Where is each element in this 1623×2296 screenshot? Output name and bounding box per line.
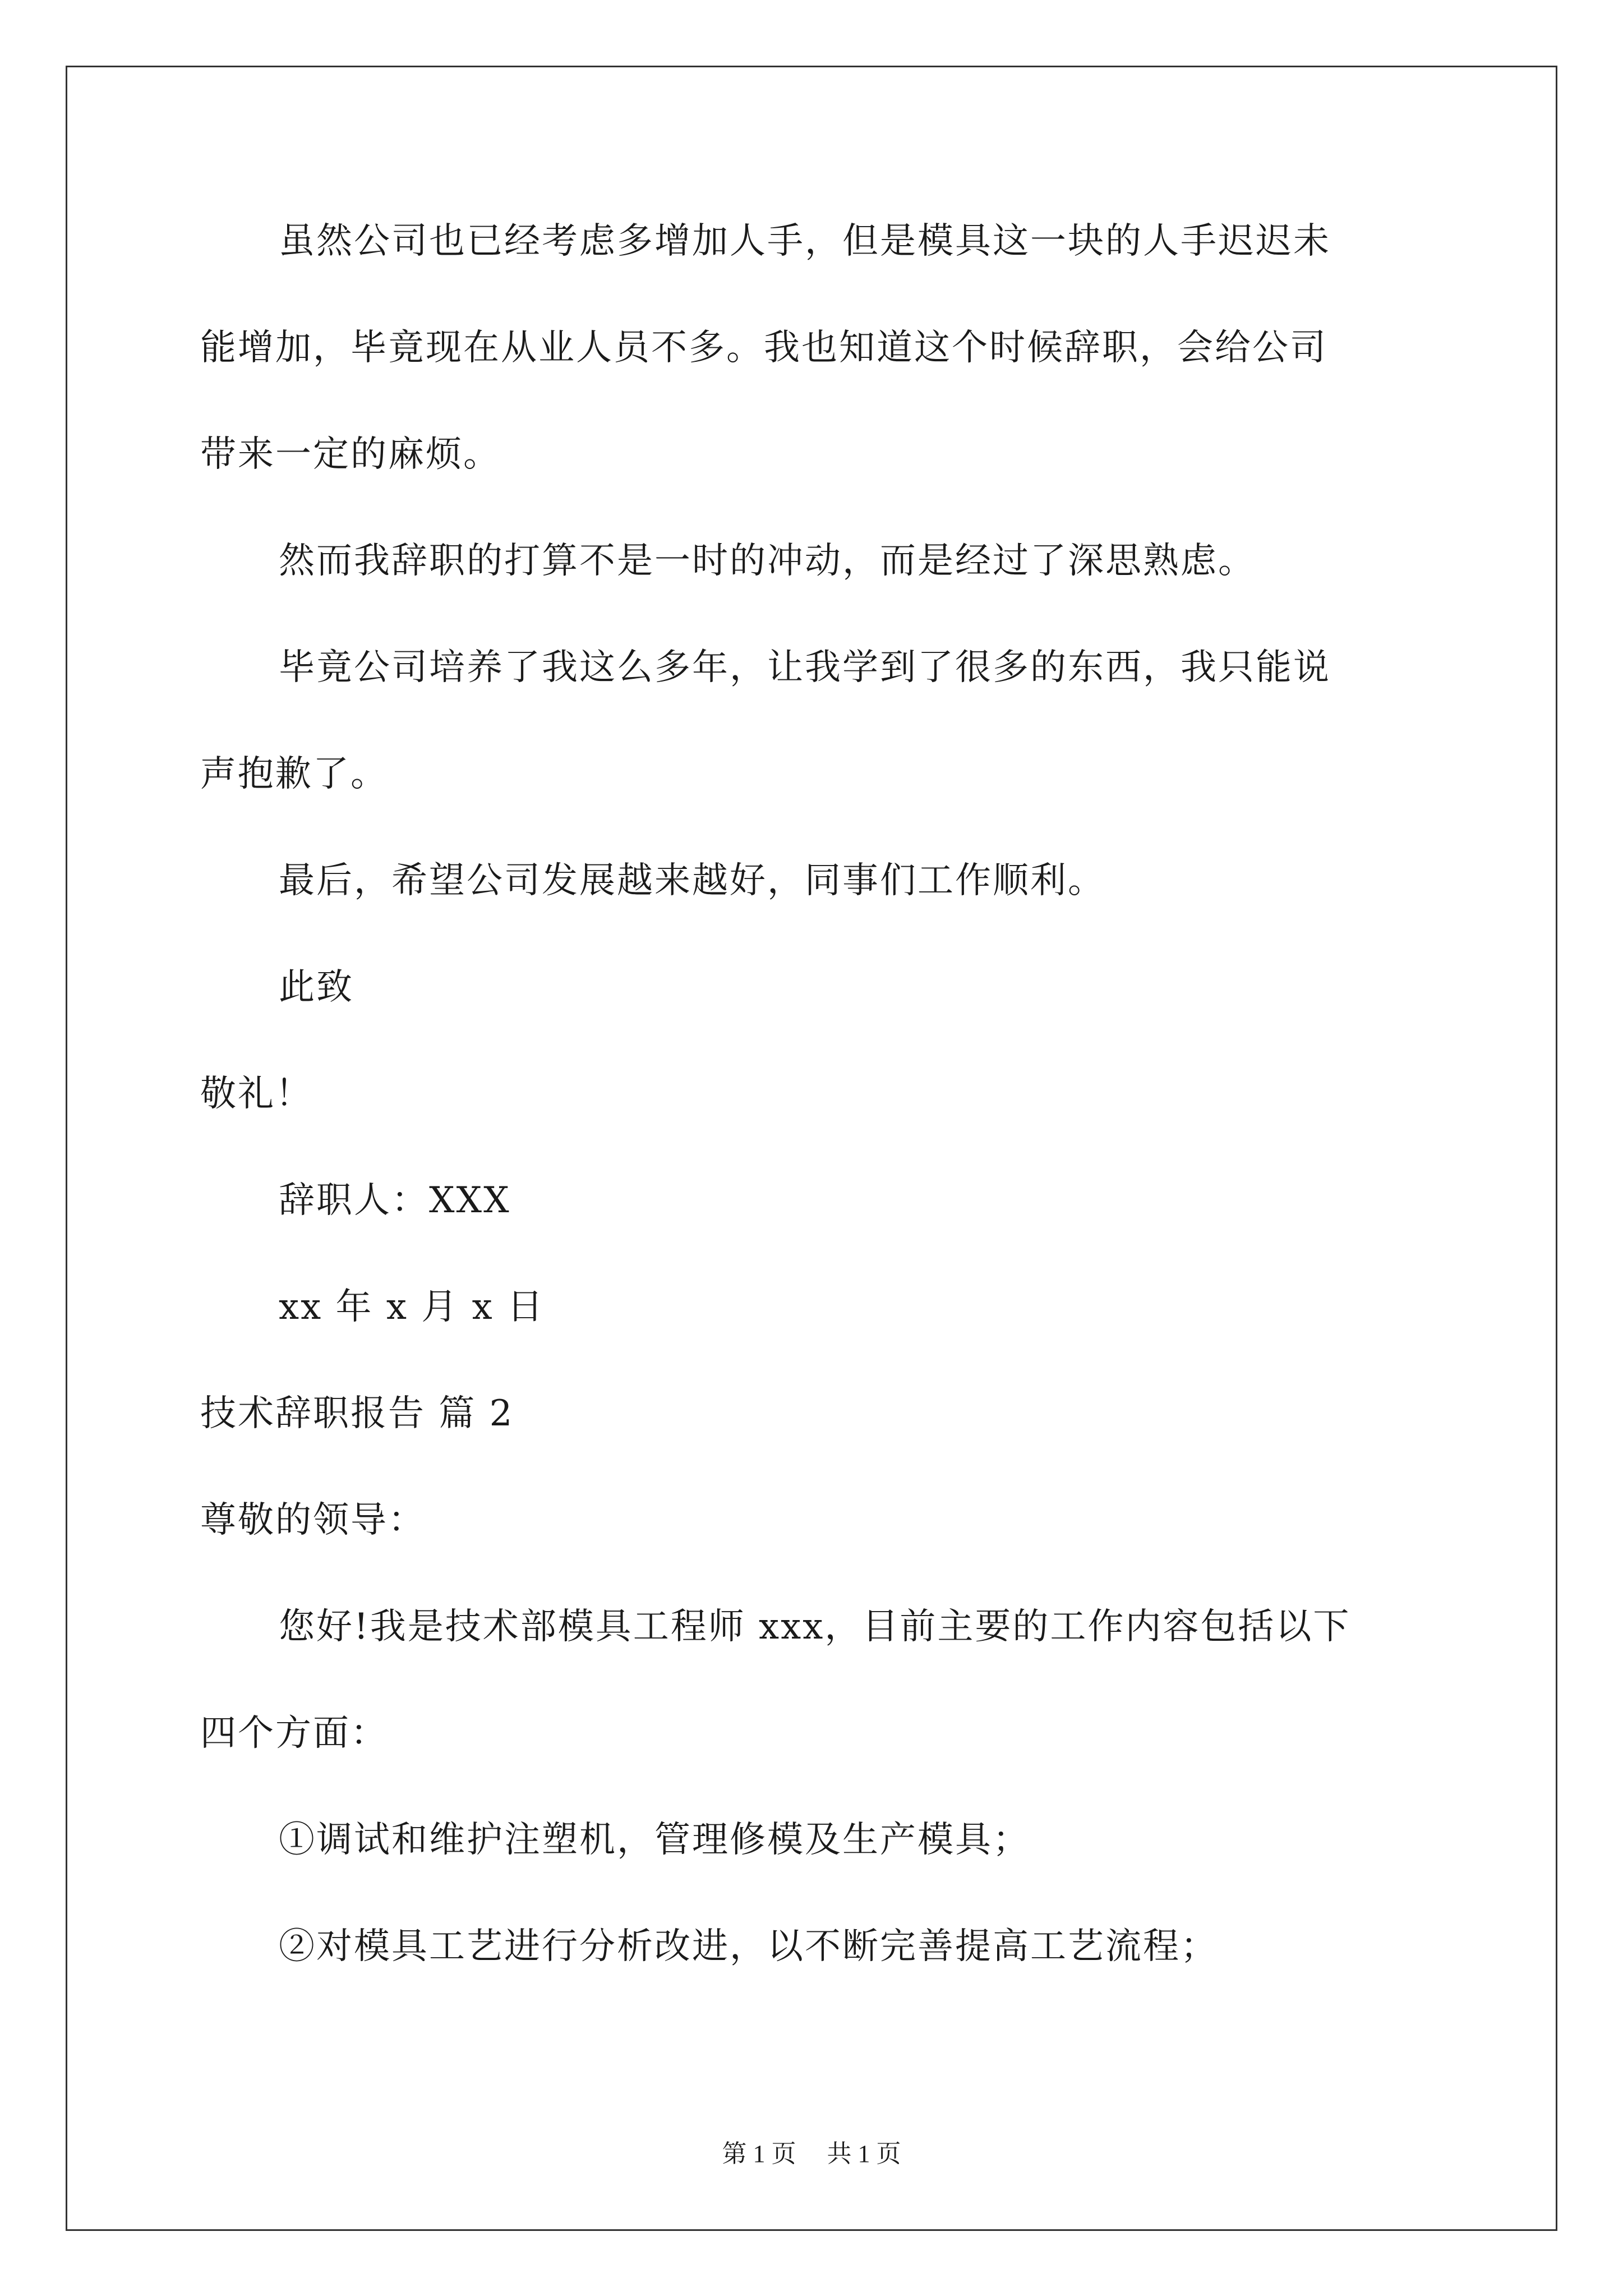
page-number: 第 1 页: [722, 2140, 796, 2168]
list-item: ①调试和维护注塑机，管理修模及生产模具；: [279, 1819, 1030, 1861]
greeting: 尊敬的领导：: [200, 1499, 426, 1541]
paragraph-line: 能增加，毕竟现在从业人员不多。我也知道这个时候辞职，会给公司: [200, 327, 1327, 369]
paragraph-line: 四个方面：: [200, 1713, 388, 1754]
closing-salutation: 此致: [279, 967, 354, 1008]
page-count: 共 1 页: [827, 2140, 901, 2168]
page-border: [66, 66, 1557, 2231]
page-footer: [0, 2137, 1623, 2171]
signature-name: 辞职人：XXX: [279, 1180, 511, 1221]
signature-date: xx 年 x 月 x 日: [279, 1286, 545, 1328]
paragraph-line: 虽然公司也已经考虑多增加人手，但是模具这一块的人手迟迟未: [279, 220, 1331, 262]
paragraph-line: 您好!我是技术部模具工程师 xxx，目前主要的工作内容包括以下: [279, 1606, 1351, 1648]
paragraph-line: 最后，希望公司发展越来越好，同事们工作顺利。: [279, 860, 1105, 901]
section-title: 技术辞职报告 篇 2: [200, 1393, 514, 1434]
closing-regards: 敬礼！: [200, 1073, 313, 1115]
list-item: ②对模具工艺进行分析改进，以不断完善提高工艺流程；: [279, 1926, 1218, 1967]
paragraph-line: 然而我辞职的打算不是一时的冲动，而是经过了深思熟虑。: [279, 540, 1256, 582]
paragraph-line: 毕竟公司培养了我这么多年，让我学到了很多的东西，我只能说: [279, 647, 1331, 688]
paragraph-line: 带来一定的麻烦。: [200, 434, 501, 475]
paragraph-line: 声抱歉了。: [200, 753, 388, 795]
